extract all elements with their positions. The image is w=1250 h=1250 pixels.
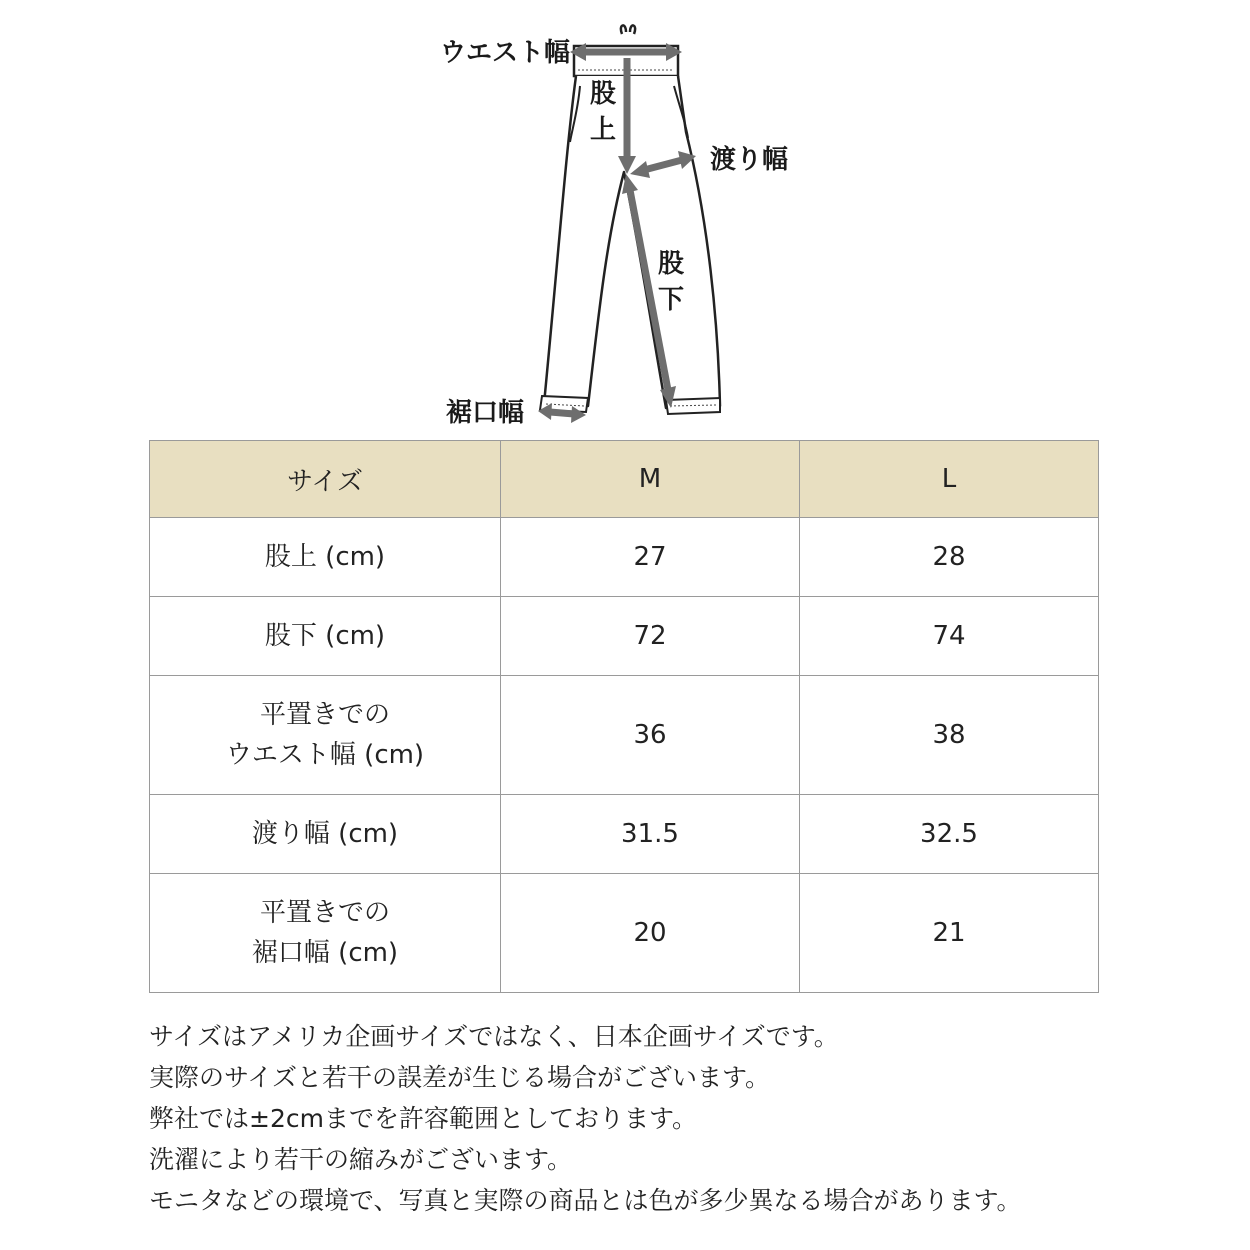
header-l: L bbox=[800, 441, 1099, 518]
waist-label: ウエスト幅 bbox=[440, 38, 571, 68]
pants-illustration bbox=[430, 20, 820, 440]
value-m: 72 bbox=[501, 597, 800, 676]
table-row bbox=[150, 597, 1099, 676]
note-line: 実際のサイズと若干の誤差が生じる場合がございます。 bbox=[149, 1063, 771, 1092]
header-size: サイズ bbox=[150, 441, 501, 518]
value-l: 74 bbox=[800, 597, 1099, 676]
size-table bbox=[149, 440, 1099, 993]
note-line: サイズはアメリカ企画サイズではなく、日本企画サイズです。 bbox=[149, 1022, 839, 1051]
hem-label: 裾口幅 bbox=[446, 398, 525, 428]
thigh-label: 渡り幅 bbox=[710, 145, 789, 175]
hem-arrow bbox=[550, 412, 574, 414]
drawstring-outline bbox=[621, 25, 635, 34]
table-row bbox=[150, 676, 1099, 795]
inseam-label: 股下 bbox=[657, 249, 684, 315]
value-m: 20 bbox=[501, 874, 800, 993]
note-line: モニタなどの環境で、写真と実際の商品とは色が多少異なる場合があります。 bbox=[149, 1186, 1022, 1215]
value-l: 28 bbox=[800, 518, 1099, 597]
rise-label: 股上 bbox=[589, 79, 616, 145]
note-line: 洗濯により若干の縮みがございます。 bbox=[149, 1145, 573, 1174]
value-l: 32.5 bbox=[800, 795, 1099, 874]
table-row bbox=[150, 518, 1099, 597]
row-label-hem: 平置きでの 裾口幅 (cm) bbox=[150, 874, 501, 993]
note-line: 弊社では±2cmまでを許容範囲としております。 bbox=[149, 1104, 697, 1133]
header-m: M bbox=[501, 441, 800, 518]
row-label-rise: 股上 (cm) bbox=[150, 518, 501, 597]
value-l: 38 bbox=[800, 676, 1099, 795]
pants-measurement-diagram bbox=[430, 20, 820, 440]
value-m: 31.5 bbox=[501, 795, 800, 874]
table-row bbox=[150, 795, 1099, 874]
size-notes bbox=[149, 1016, 1149, 1221]
table-row bbox=[150, 874, 1099, 993]
pants-outline bbox=[544, 76, 720, 408]
row-label-waist: 平置きでの ウエスト幅 (cm) bbox=[150, 676, 501, 795]
value-m: 36 bbox=[501, 676, 800, 795]
size-table-header-row bbox=[150, 441, 1099, 518]
value-m: 27 bbox=[501, 518, 800, 597]
value-l: 21 bbox=[800, 874, 1099, 993]
row-label-thigh: 渡り幅 (cm) bbox=[150, 795, 501, 874]
row-label-inseam: 股下 (cm) bbox=[150, 597, 501, 676]
